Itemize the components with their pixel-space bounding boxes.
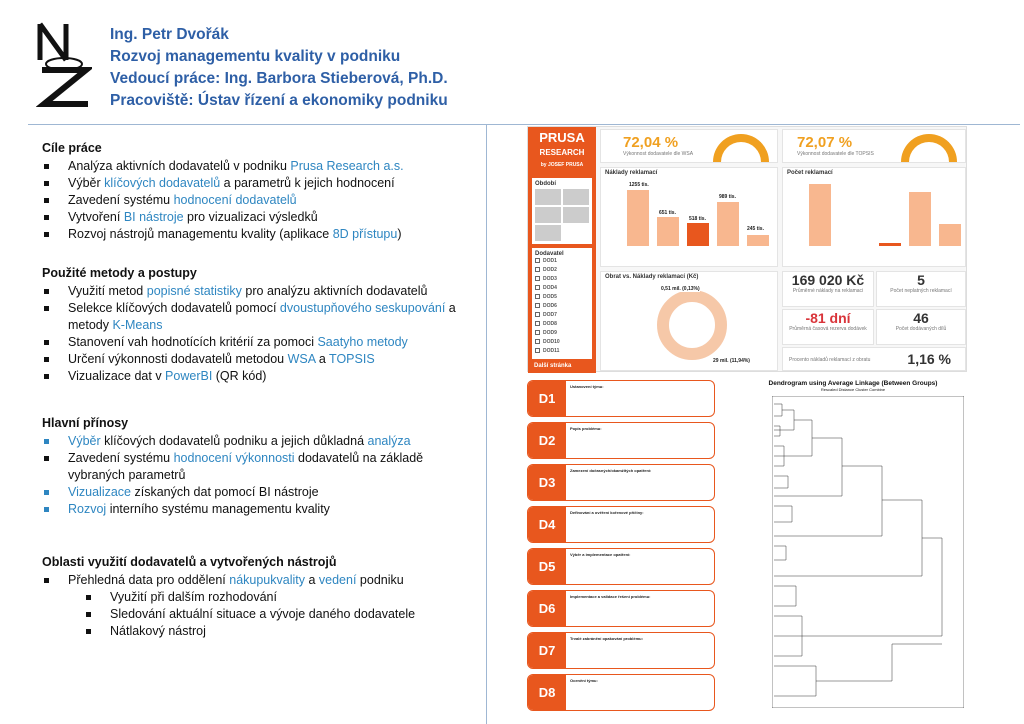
step-card <box>527 464 715 501</box>
step-card <box>527 422 715 459</box>
step-number: D3 <box>528 465 566 500</box>
stat-percent: Procento nákladů reklamací z obratu 1,16 % <box>782 347 966 371</box>
list-item: Nátlakový nástroj <box>42 623 482 640</box>
chart-turnover-vs-costs: Obrat vs. Náklady reklamací (Kč) 0,51 mil. (0,13%) 29 mil. (11,94%) <box>600 271 778 371</box>
list-item: Analýza aktivních dodavatelů v podniku Prusa Research a.s. <box>42 158 482 175</box>
supplier-checkbox[interactable]: DOD8 <box>535 320 589 329</box>
list-item: Sledování aktuální situace a vývoje daného dodavatele <box>42 606 482 623</box>
step-number: D1 <box>528 381 566 416</box>
step-title: Popis problému: <box>570 426 602 431</box>
kpi-topsis: 72,07 % Výkonnost dodavatele dle TOPSIS <box>782 129 966 163</box>
prusa-logo: PRUSA RESEARCH by JOSEF PRUSA <box>528 127 596 174</box>
list-item: Zavedení systému hodnocení dodavatelů <box>42 192 482 209</box>
supplier-checkbox[interactable]: DOD9 <box>535 329 589 338</box>
step-number: D7 <box>528 633 566 668</box>
section-goals <box>42 140 482 243</box>
stat-parts: 46 Počet dodávaných dílů <box>876 309 966 345</box>
supplier-checkbox[interactable]: DOD5 <box>535 293 589 302</box>
next-page-button[interactable]: Další stránka <box>534 363 572 369</box>
chart-claim-count: Počet reklamací <box>782 167 966 267</box>
step-title: Zamezení dočasných/okamžitých opatření: <box>570 468 652 473</box>
supplier-checkbox[interactable]: DOD3 <box>535 275 589 284</box>
section-benefits <box>42 415 482 518</box>
list-item: Využití při dalším rozhodování <box>42 589 482 606</box>
stat-avg-cost: 169 020 Kč Průměrné náklady na reklamaci <box>782 271 874 307</box>
author: Ing. Petr Dvořák <box>110 26 229 43</box>
step-title: Výběr a implementace opatření: <box>570 552 631 557</box>
step-card <box>527 548 715 585</box>
list-item: Vizualizace dat v PowerBI (QR kód) <box>42 368 482 385</box>
list-item: Určení výkonnosti dodavatelů metodou WSA a TOPSIS <box>42 351 482 368</box>
step-title: Trvalé zabránění opakování problému: <box>570 636 643 641</box>
step-number: D2 <box>528 423 566 458</box>
powerbi-dashboard <box>527 126 967 372</box>
section-methods <box>42 265 482 385</box>
step-title: Ustanovení týmu: <box>570 384 604 389</box>
step-card <box>527 380 715 417</box>
supervisor: Vedoucí práce: Ing. Barbora Stieberová, Ph.D. <box>110 70 448 87</box>
step-number: D6 <box>528 591 566 626</box>
section-title: Hlavní přínosy <box>42 416 129 430</box>
step-card <box>527 590 715 627</box>
dendrogram <box>738 380 968 710</box>
stat-invalid: 5 Počet neplatných reklamací <box>876 271 966 307</box>
dendrogram-subtitle: Rescaled Distance Cluster Combine <box>820 387 886 392</box>
step-card <box>527 632 715 669</box>
divider <box>28 124 1020 125</box>
list-item: Přehledná data pro oddělení nákupukvality a vedení podniku <box>42 572 482 589</box>
divider-vertical <box>486 124 487 724</box>
step-card <box>527 674 715 711</box>
stat-reserve: -81 dní Průměrná časová rezerva dodávek <box>782 309 874 345</box>
step-number: D5 <box>528 549 566 584</box>
list-item: Využití metod popisné statistiky pro analýzu aktivních dodavatelů <box>42 283 482 300</box>
supplier-checkbox[interactable]: DOD7 <box>535 311 589 320</box>
supplier-filter[interactable]: Dodavatel DOD1 DOD2 DOD3 DOD4 DOD5 DOD6 DOD7 DOD8 DOD9 DOD10 DOD11 <box>532 248 592 359</box>
list-item: Rozvoj nástrojů managementu kvality (aplikace 8D přístupu) <box>42 226 482 243</box>
workplace: Pracoviště: Ústav řízení a ekonomiky podniku <box>110 92 448 109</box>
thesis-title: Rozvoj managementu kvality v podniku <box>110 48 401 65</box>
step-number: D4 <box>528 507 566 542</box>
list-item: Rozvoj interního systému managementu kvality <box>42 501 482 518</box>
list-item: Stanovení vah hodnotících kritérií za pomoci Saatyho metody <box>42 334 482 351</box>
list-item: Zavedení systému hodnocení výkonnosti dodavatelů na základě vybraných parametrů <box>42 450 482 484</box>
list-item: Výběr klíčových dodavatelů a parametrů k jejich hodnocení <box>42 175 482 192</box>
list-item: Selekce klíčových dodavatelů pomocí dvoustupňového seskupování a metody K-Means <box>42 300 482 334</box>
supplier-checkbox[interactable]: DOD4 <box>535 284 589 293</box>
period-filter[interactable]: Období <box>532 178 592 244</box>
step-title: Ocenění týmu: <box>570 678 598 683</box>
step-title: Implementace a validace řešení problému: <box>570 594 651 599</box>
supplier-checkbox[interactable]: DOD6 <box>535 302 589 311</box>
list-item: Vizualizace získaných dat pomocí BI nástroje <box>42 484 482 501</box>
kpi-wsa: 72,04 % Výkonnost dodavatele dle WSA <box>600 129 778 163</box>
chart-claim-costs: Náklady reklamací 1255 tis. 651 tis. 518 tis. 989 tis. 245 tis. <box>600 167 778 267</box>
step-card <box>527 506 715 543</box>
list-item: Výběr klíčových dodavatelů podniku a jejich důkladná analýza <box>42 433 482 450</box>
list-item: Vytvoření BI nástroje pro vizualizaci výsledků <box>42 209 482 226</box>
section-title: Oblasti využití dodavatelů a vytvořených nástrojů <box>42 555 337 569</box>
dashboard-sidebar <box>528 127 596 373</box>
supplier-checkbox[interactable]: DOD11 <box>535 347 589 356</box>
dendrogram-tree <box>772 396 964 708</box>
supplier-checkbox[interactable]: DOD1 <box>535 257 589 266</box>
section-title: Cíle práce <box>42 141 102 155</box>
section-title: Použité metody a postupy <box>42 266 197 280</box>
step-number: D8 <box>528 675 566 710</box>
institute-logo <box>36 20 92 108</box>
section-usage <box>42 554 482 640</box>
dendrogram-title: Dendrogram using Average Linkage (Between Groups) <box>768 380 938 387</box>
supplier-checkbox[interactable]: DOD10 <box>535 338 589 347</box>
step-title: Definování a ověření kořenové příčiny: <box>570 510 644 515</box>
supplier-checkbox[interactable]: DOD2 <box>535 266 589 275</box>
